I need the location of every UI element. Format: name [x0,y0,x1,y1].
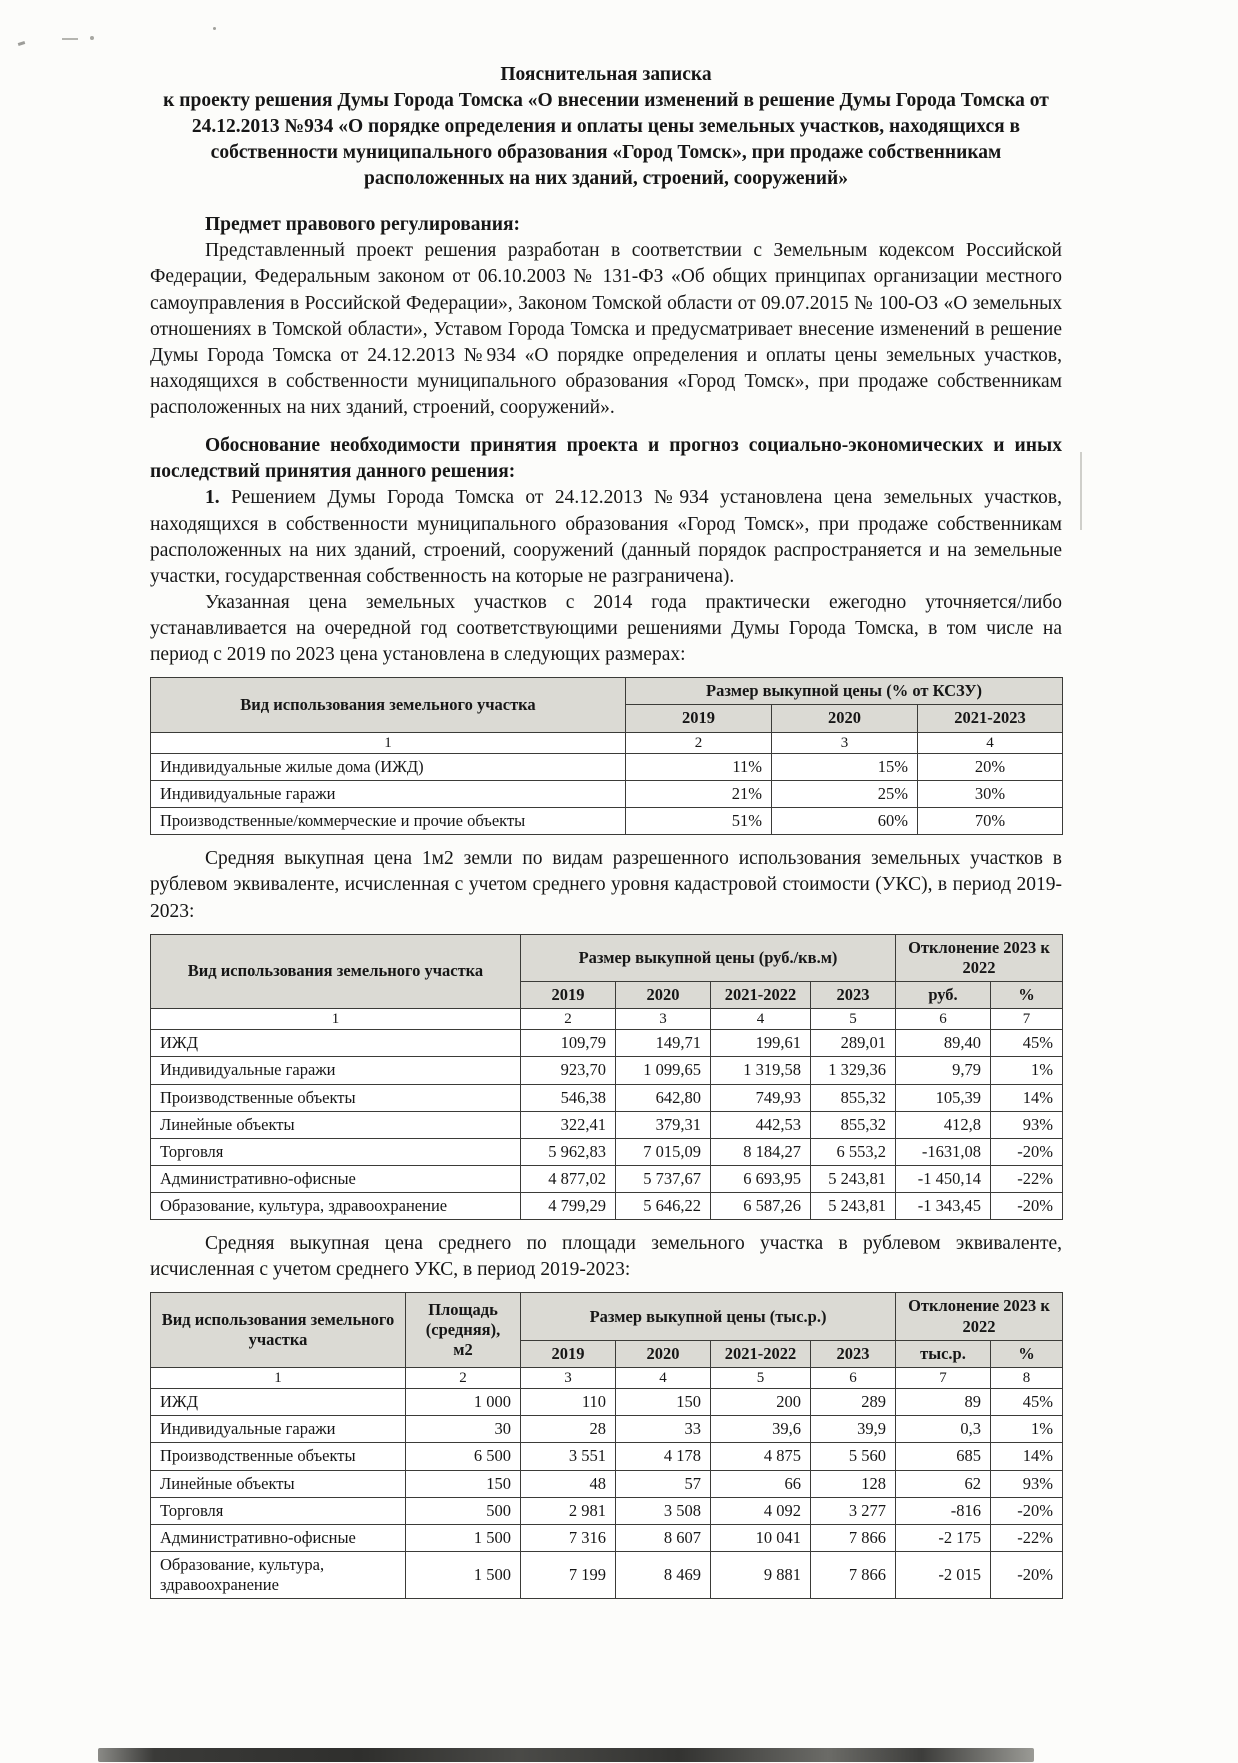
table-percent-price [150,677,1063,835]
col-group-price: Размер выкупной цены (% от КСЗУ) [626,678,1063,705]
cell-value: 150 [616,1389,711,1416]
cell-value: 149,71 [616,1030,711,1057]
col-number: 1 [151,732,626,753]
cell-value: 642,80 [616,1084,711,1111]
cell-value: 15% [772,753,918,780]
col-header-kind: Вид использования земельного участка [151,1293,406,1367]
table-row [151,808,1063,835]
scan-artifact [213,27,216,30]
table-row [151,1389,1063,1416]
col-dev-pct: % [991,1340,1063,1367]
cell-value: 923,70 [521,1057,616,1084]
cell-value: -22% [991,1165,1063,1192]
col-number: 6 [811,1367,896,1388]
cell-kind: Линейные объекты [151,1470,406,1497]
cell-kind: Образование, культура, здравоохранение [151,1193,521,1220]
table-header-row [151,1293,1063,1340]
col-year-2023: 2023 [811,1340,896,1367]
col-number: 3 [521,1367,616,1388]
cell-kind: Производственные объекты [151,1443,406,1470]
cell-kind: Производственные объекты [151,1084,521,1111]
table-row [151,1111,1063,1138]
cell-value: 62 [896,1470,991,1497]
cell-kind: Торговля [151,1497,406,1524]
cell-value: 93% [991,1111,1063,1138]
cell-value: 39,9 [811,1416,896,1443]
cell-value: 289 [811,1389,896,1416]
col-dev-thous-rub: тыс.р. [896,1340,991,1367]
doc-title: Пояснительная записка [500,64,712,85]
table-header-row [151,678,1063,705]
cell-value: 25% [772,781,918,808]
table-row [151,781,1063,808]
col-year-2020: 2020 [616,1340,711,1367]
cell-value: 57 [616,1470,711,1497]
table-header-row [151,934,1063,981]
scan-artifact [18,41,26,46]
table-row [151,1030,1063,1057]
cell-value: 21% [626,781,772,808]
cell-kind: Индивидуальные жилые дома (ИЖД) [151,753,626,780]
col-group-price: Размер выкупной цены (руб./кв.м) [521,934,896,981]
cell-value: 4 877,02 [521,1165,616,1192]
cell-value: 2 981 [521,1497,616,1524]
table-row [151,1443,1063,1470]
cell-value: 9,79 [896,1057,991,1084]
cell-value: 8 469 [616,1551,711,1598]
cell-value: 3 551 [521,1443,616,1470]
paragraph-item-1 [150,485,1062,590]
col-number: 4 [616,1367,711,1388]
cell-value: 5 243,81 [811,1165,896,1192]
col-number: 7 [991,1009,1063,1030]
cell-area: 500 [406,1497,521,1524]
cell-kind: Линейные объекты [151,1111,521,1138]
cell-value: 1 319,58 [711,1057,811,1084]
col-year-2021-2023: 2021-2023 [918,705,1063,732]
cell-value: 5 737,67 [616,1165,711,1192]
col-year-2021-2022: 2021-2022 [711,1340,811,1367]
col-number: 7 [896,1367,991,1388]
cell-value: 110 [521,1389,616,1416]
cell-value: 70% [918,808,1063,835]
cell-value: 412,8 [896,1111,991,1138]
col-number: 6 [896,1009,991,1030]
table-row [151,1084,1063,1111]
col-group-deviation: Отклонение 2023 к 2022 [896,1293,1063,1340]
cell-value: -1631,08 [896,1138,991,1165]
paragraph-price-updates: Указанная цена земельных участков с 2014 года практически ежегодно уточняется/либо устанавливается на очередной год соответствующими решениями Думы Города Томска, в том числе на период с 2019 по 2023 цена установлена в следующих размерах: [150,591,1062,666]
col-number: 2 [406,1367,521,1388]
cell-value: 1% [991,1057,1063,1084]
cell-value: 4 092 [711,1497,811,1524]
cell-value: -20% [991,1551,1063,1598]
table-row [151,1524,1063,1551]
cell-value: 5 560 [811,1443,896,1470]
table-price-per-plot [150,1292,1063,1599]
cell-value: 3 508 [616,1497,711,1524]
cell-value: 4 875 [711,1443,811,1470]
cell-value: -20% [991,1193,1063,1220]
cell-kind: ИЖД [151,1030,521,1057]
cell-value: 5 243,81 [811,1193,896,1220]
cell-value: 8 607 [616,1524,711,1551]
col-number: 5 [811,1009,896,1030]
table-row [151,1551,1063,1598]
cell-value: -2 015 [896,1551,991,1598]
cell-value: 4 178 [616,1443,711,1470]
item-number: 1. [205,487,220,509]
col-year-2019: 2019 [521,1340,616,1367]
section-heading-justification: Обоснование необходимости принятия проекта и прогноз социально-экономических и иных последствий принятия данного решения: [150,435,1062,483]
cell-area: 1 500 [406,1551,521,1598]
col-number: 1 [151,1367,406,1388]
col-year-2023: 2023 [811,981,896,1008]
table-row [151,1165,1063,1192]
cell-value: 9 881 [711,1551,811,1598]
col-number: 2 [626,732,772,753]
cell-value: -20% [991,1497,1063,1524]
cell-value: 89 [896,1389,991,1416]
cell-value: -22% [991,1524,1063,1551]
cell-kind: Торговля [151,1138,521,1165]
paragraph-avg-price-plot: Средняя выкупная цена среднего по площади земельного участка в рублевом эквиваленте, исчисленная с учетом среднего УКС, в период 2019-2023: [150,1233,1062,1281]
cell-value: 7 866 [811,1551,896,1598]
cell-value: 6 693,95 [711,1165,811,1192]
cell-value: 33 [616,1416,711,1443]
cell-value: 7 015,09 [616,1138,711,1165]
cell-value: 1% [991,1416,1063,1443]
cell-value: 30% [918,781,1063,808]
cell-value: 546,38 [521,1084,616,1111]
cell-value: 379,31 [616,1111,711,1138]
cell-value: 14% [991,1443,1063,1470]
cell-value: 51% [626,808,772,835]
numbering-row [151,1367,1063,1388]
scan-edge-band [98,1748,1034,1762]
cell-value: 855,32 [811,1084,896,1111]
cell-value: 39,6 [711,1416,811,1443]
col-year-2020: 2020 [616,981,711,1008]
cell-value: 749,93 [711,1084,811,1111]
cell-value: 109,79 [521,1030,616,1057]
table-row [151,1497,1063,1524]
numbering-row [151,1009,1063,1030]
cell-kind: Административно-офисные [151,1165,521,1192]
paragraph-legal-basis: Представленный проект решения разработан в соответствии с Земельным кодексом Российской Федерации, Федеральным законом от 06.10.2003 № 131-ФЗ «Об общих принципах организации местного самоуправления в Российской Федерации», Законом Томской области от 09.07.2015 № 100-ОЗ «О земельных отношениях в Томской области», Уставом Города Томска и предусматривает внесение изменений в решение Думы Города Томска от 24.12.2013 №934 «О порядке определения и оплаты цены земельных участков, находящихся в собственности муниципального образования «Город Томск», при продаже собственникам расположенных на них зданий, строений, сооружений». [150,240,1062,419]
cell-value: 93% [991,1470,1063,1497]
scan-artifact [90,36,94,40]
cell-value: 322,41 [521,1111,616,1138]
cell-value: 8 184,27 [711,1138,811,1165]
cell-value: 6 587,26 [711,1193,811,1220]
col-year-2019: 2019 [521,981,616,1008]
cell-value: 66 [711,1470,811,1497]
col-dev-rub: руб. [896,981,991,1008]
cell-value: 89,40 [896,1030,991,1057]
col-group-price: Размер выкупной цены (тыс.р.) [521,1293,896,1340]
cell-value: -2 175 [896,1524,991,1551]
cell-value: 5 962,83 [521,1138,616,1165]
cell-value: 0,3 [896,1416,991,1443]
cell-value: 105,39 [896,1084,991,1111]
cell-value: 7 316 [521,1524,616,1551]
cell-value: 289,01 [811,1030,896,1057]
cell-area: 150 [406,1470,521,1497]
cell-value: 20% [918,753,1063,780]
col-number: 4 [918,732,1063,753]
cell-value: 200 [711,1389,811,1416]
cell-kind: Индивидуальные гаражи [151,1057,521,1084]
cell-value: 60% [772,808,918,835]
cell-value: 7 199 [521,1551,616,1598]
col-year-2020: 2020 [772,705,918,732]
cell-value: 199,61 [711,1030,811,1057]
col-number: 3 [772,732,918,753]
item-text: Решением Думы Города Томска от 24.12.2013 №934 установлена цена земельных участков, находящихся в собственности муниципального образования «Город Томск», при продаже собственникам расположенных на них зданий, строений, сооружений (данный порядок распространяется и на земельные участки, государственная собственность на которые не разграничена). [150,487,1062,587]
cell-value: 3 277 [811,1497,896,1524]
cell-value: -20% [991,1138,1063,1165]
col-dev-pct: % [991,981,1063,1008]
table-row [151,753,1063,780]
cell-kind: Индивидуальные гаражи [151,781,626,808]
col-number: 2 [521,1009,616,1030]
cell-kind: Индивидуальные гаражи [151,1416,406,1443]
cell-value: 28 [521,1416,616,1443]
cell-value: -1 343,45 [896,1193,991,1220]
section-heading-subject: Предмет правового регулирования: [205,214,520,236]
table-row [151,1057,1063,1084]
cell-value: -816 [896,1497,991,1524]
cell-area: 30 [406,1416,521,1443]
cell-value: 14% [991,1084,1063,1111]
cell-kind: ИЖД [151,1389,406,1416]
table-price-per-sqm [150,934,1063,1221]
cell-value: 6 553,2 [811,1138,896,1165]
scan-artifact [62,38,78,40]
cell-value: 685 [896,1443,991,1470]
scan-artifact [1080,452,1082,530]
numbering-row [151,732,1063,753]
col-group-deviation: Отклонение 2023 к 2022 [896,934,1063,981]
cell-value: 4 799,29 [521,1193,616,1220]
cell-value: 1 329,36 [811,1057,896,1084]
cell-area: 1 500 [406,1524,521,1551]
cell-value: 855,32 [811,1111,896,1138]
table-row [151,1470,1063,1497]
cell-value: 45% [991,1389,1063,1416]
cell-value: 128 [811,1470,896,1497]
cell-area: 1 000 [406,1389,521,1416]
cell-kind: Производственные/коммерческие и прочие объекты [151,808,626,835]
paragraph-avg-price-sqm: Средняя выкупная цена 1м2 земли по видам разрешенного использования земельных участков в рублевом эквиваленте, исчисленная с учетом среднего уровня кадастровой стоимости (УКС), в период 2019-2023: [150,848,1062,922]
cell-value: -1 450,14 [896,1165,991,1192]
cell-value: 11% [626,753,772,780]
col-header-area: Площадь (средняя), м2 [406,1293,521,1367]
col-number: 8 [991,1367,1063,1388]
col-header-kind: Вид использования земельного участка [151,678,626,732]
col-number: 4 [711,1009,811,1030]
col-number: 1 [151,1009,521,1030]
cell-value: 10 041 [711,1524,811,1551]
cell-value: 48 [521,1470,616,1497]
col-header-kind: Вид использования земельного участка [151,934,521,1008]
cell-kind: Образование, культура, здравоохранение [151,1551,406,1598]
col-year-2019: 2019 [626,705,772,732]
col-number: 5 [711,1367,811,1388]
cell-value: 45% [991,1030,1063,1057]
cell-value: 7 866 [811,1524,896,1551]
cell-value: 442,53 [711,1111,811,1138]
cell-value: 1 099,65 [616,1057,711,1084]
cell-value: 5 646,22 [616,1193,711,1220]
table-row [151,1416,1063,1443]
col-year-2021-2022: 2021-2022 [711,981,811,1008]
table-row [151,1193,1063,1220]
cell-area: 6 500 [406,1443,521,1470]
table-row [151,1138,1063,1165]
cell-kind: Административно-офисные [151,1524,406,1551]
document-page [150,62,1062,1610]
col-number: 3 [616,1009,711,1030]
doc-subtitle: к проекту решения Думы Города Томска «О внесении изменений в решение Думы Города Томска от 24.12.2013 №934 «О порядке определения и оплаты цены земельных участков, находящихся в собственности муниципального образования «Город Томск», при продаже собственникам расположенных на них зданий, строений, сооружений» [163,89,1049,190]
